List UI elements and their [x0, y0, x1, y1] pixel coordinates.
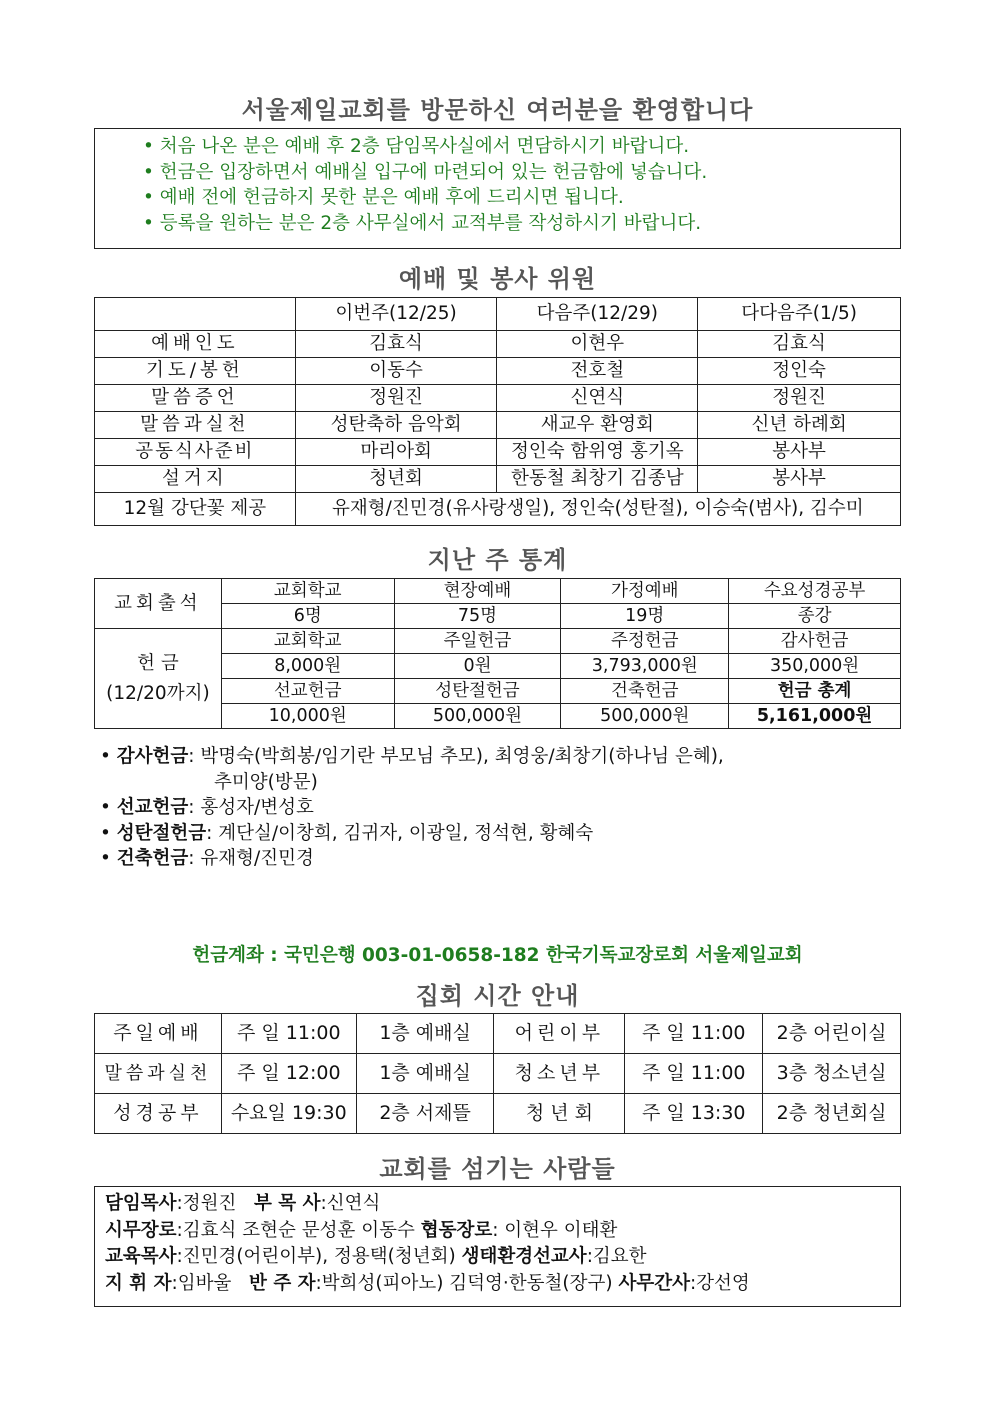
table-cell: 주 일 13:30: [625, 1094, 763, 1134]
list-item: • 감사헌금: 박명숙(박희봉/임기란 부모님 추모), 최영웅/최창기(하나님 은혜),: [100, 746, 724, 767]
table-row: [95, 358, 901, 385]
table-cell: 청년회: [295, 466, 497, 493]
service-table: [94, 297, 901, 526]
table-header: 건축헌금: [561, 679, 729, 704]
table-cell: [95, 298, 296, 331]
table-row: [95, 493, 901, 526]
table-header: 현장예배: [394, 579, 561, 604]
table-cell: 유재형/진민경(유사랑생일), 정인숙(성탄절), 이승숙(범사), 김수미: [295, 493, 900, 526]
role-label: 부 목 사: [254, 1193, 321, 1214]
table-cell: 김효식: [295, 331, 497, 358]
note-text: : 박명숙(박희봉/임기란 부모님 추모), 최영웅/최창기(하나님 은혜),: [188, 746, 724, 767]
table-row: [95, 412, 901, 439]
table-cell: 어린이부: [494, 1014, 625, 1054]
welcome-item: • 처음 나온 분은 예배 후 2층 담임목사실에서 면담하시기 바랍니다.: [143, 134, 900, 160]
table-cell: 이현우: [497, 331, 698, 358]
note-text: : 홍성자/변성호: [188, 797, 314, 818]
table-cell: 마리아회: [295, 439, 497, 466]
table-cell: 주 일 11:00: [625, 1014, 763, 1054]
table-header: 주일헌금: [394, 629, 561, 654]
table-cell: 1층 예배실: [356, 1014, 494, 1054]
welcome-item: • 등록을 원하는 분은 2층 사무실에서 교적부를 작성하시기 바랍니다.: [143, 211, 900, 237]
table-header: 감사헌금: [729, 629, 901, 654]
note-label: 감사헌금: [116, 746, 189, 767]
table-cell: 청 년 회: [494, 1094, 625, 1134]
table-cell: 봉사부: [698, 439, 901, 466]
offering-label-cell: [95, 629, 222, 729]
note-label: 건축헌금: [116, 848, 189, 869]
table-cell: 새교우 환영회: [497, 412, 698, 439]
offering-notes: [100, 744, 724, 872]
table-row: [95, 466, 901, 493]
row-label: 공동식사준비: [95, 439, 296, 466]
role-label: 담임목사: [105, 1193, 177, 1214]
table-cell: 주 일 11:00: [625, 1054, 763, 1094]
table-cell: 한동철 최창기 김종남: [497, 466, 698, 493]
table-cell: 3,793,000원: [561, 654, 729, 679]
table-header: 수요성경공부: [729, 579, 901, 604]
role-value: :강선영: [689, 1272, 750, 1294]
table-cell: 성경공부: [95, 1094, 222, 1134]
table-header: 다음주(12/29): [497, 298, 698, 331]
row-label: 말씀과실천: [95, 412, 296, 439]
table-cell: 정인숙: [698, 358, 901, 385]
table-cell: 주 일 12:00: [221, 1054, 356, 1094]
offering-total: 5,161,000원: [729, 704, 901, 729]
people-line: [105, 1271, 900, 1298]
note-text: : 유재형/진민경: [188, 848, 314, 869]
role-label: 사무간사: [618, 1272, 690, 1294]
table-cell: 김효식: [698, 331, 901, 358]
welcome-item: • 예배 전에 헌금하지 못한 분은 예배 후에 드리시면 됩니다.: [143, 185, 900, 211]
role-value: :김효식 조현순 문성훈 이동수: [176, 1219, 415, 1241]
role-value: :임바울: [171, 1272, 232, 1294]
service-title: 예배 및 봉사 위원: [398, 265, 597, 293]
table-row: [95, 439, 901, 466]
table-cell: 청소년부: [494, 1054, 625, 1094]
role-value: :김요한: [586, 1246, 647, 1267]
table-cell: 0원: [394, 654, 561, 679]
table-header: 주정헌금: [561, 629, 729, 654]
schedule-table: [94, 1013, 901, 1134]
table-header: 교회학교: [221, 629, 394, 654]
bank-account: 헌금계좌 : 국민은행 003-01-0658-182 한국기독교장로회 서울제일교회: [192, 945, 803, 966]
table-row: [95, 1094, 901, 1134]
table-cell: 주일예배: [95, 1014, 222, 1054]
table-cell: 1층 예배실: [356, 1054, 494, 1094]
stats-title: 지난 주 통계: [427, 546, 568, 574]
welcome-title: 서울제일교회를 방문하신 여러분을 환영합니다: [241, 96, 754, 124]
table-cell: 정인숙 함위영 홍기옥: [497, 439, 698, 466]
role-label: 지 휘 자: [105, 1272, 172, 1294]
table-cell: 정원진: [698, 385, 901, 412]
people-line: [105, 1191, 900, 1218]
table-cell: 종강: [729, 604, 901, 629]
table-cell: 350,000원: [729, 654, 901, 679]
table-row: [95, 298, 901, 331]
table-cell: 75명: [394, 604, 561, 629]
people-title: 교회를 섬기는 사람들: [379, 1155, 616, 1183]
row-label: 12월 강단꽃 제공: [95, 493, 296, 526]
note-label: 성탄절헌금: [116, 822, 207, 844]
table-cell: 이동수: [295, 358, 497, 385]
stats-table: [94, 578, 901, 729]
table-header: 이번주(12/25): [295, 298, 497, 331]
role-value: :박희성(피아노) 김덕영·한동철(장구): [315, 1272, 613, 1294]
table-cell: 신연식: [497, 385, 698, 412]
list-item: • 성탄절헌금: 계단실/이창희, 김귀자, 이광일, 정석현, 황혜숙: [100, 822, 594, 844]
table-header: 헌금 총계: [729, 679, 901, 704]
table-cell: 2층 청년회실: [763, 1094, 901, 1134]
table-cell: 500,000원: [394, 704, 561, 729]
note-text: 추미양(방문): [214, 771, 318, 793]
table-row: [95, 579, 901, 604]
role-value: : 이현우 이태환: [492, 1219, 618, 1241]
table-cell: 8,000원: [221, 654, 394, 679]
role-value: :진민경(어린이부), 정용택(청년회): [176, 1246, 456, 1267]
table-row: [95, 331, 901, 358]
table-cell: 2층 어린이실: [763, 1014, 901, 1054]
table-cell: 정원진: [295, 385, 497, 412]
role-value: :정원진: [176, 1193, 237, 1214]
list-item: • 선교헌금: 홍성자/변성호: [100, 797, 314, 818]
row-label: 예배인도: [95, 331, 296, 358]
table-cell: 2층 서제뜰: [356, 1094, 494, 1134]
note-text: : 계단실/이창희, 김귀자, 이광일, 정석현, 황혜숙: [206, 822, 594, 844]
table-cell: 6명: [221, 604, 394, 629]
table-header: 가정예배: [561, 579, 729, 604]
table-cell: 19명: [561, 604, 729, 629]
table-header: 성탄절헌금: [394, 679, 561, 704]
list-item: • 건축헌금: 유재형/진민경: [100, 848, 314, 869]
row-label: 기도/봉헌: [95, 358, 296, 385]
schedule-title: 집회 시간 안내: [415, 982, 580, 1010]
role-label: 반 주 자: [249, 1272, 316, 1294]
table-row: [95, 385, 901, 412]
table-cell: 3층 청소년실: [763, 1054, 901, 1094]
row-label: 헌 금: [137, 652, 179, 674]
row-label: 설거지: [95, 466, 296, 493]
welcome-item: • 헌금은 입장하면서 예배실 입구에 마련되어 있는 헌금함에 넣습니다.: [143, 160, 900, 186]
role-label: 교육목사: [105, 1246, 177, 1267]
row-label: 교회출석: [95, 579, 222, 629]
table-cell: 신년 하례회: [698, 412, 901, 439]
table-header: 선교헌금: [221, 679, 394, 704]
table-cell: 말씀과실천: [95, 1054, 222, 1094]
people-line: [105, 1244, 900, 1271]
role-label: 협동장로: [420, 1219, 493, 1241]
table-cell: 전호철: [497, 358, 698, 385]
role-label: 시무장로: [105, 1219, 177, 1241]
people-line: [105, 1218, 900, 1245]
row-label: 말씀증언: [95, 385, 296, 412]
role-label: 생태환경선교사: [461, 1246, 587, 1267]
note-label: 선교헌금: [116, 797, 189, 818]
role-value: :신연식: [320, 1193, 381, 1214]
table-header: 교회학교: [221, 579, 394, 604]
table-row: [95, 629, 901, 654]
row-sublabel: (12/20까지): [106, 682, 210, 704]
table-cell: 수요일 19:30: [221, 1094, 356, 1134]
table-cell: 봉사부: [698, 466, 901, 493]
table-cell: 500,000원: [561, 704, 729, 729]
table-header: 다다음주(1/5): [698, 298, 901, 331]
table-cell: 주 일 11:00: [221, 1014, 356, 1054]
people-box: [94, 1186, 901, 1307]
table-row: [95, 1054, 901, 1094]
table-row: [95, 1014, 901, 1054]
welcome-box: [94, 128, 901, 249]
table-cell: 성탄축하 음악회: [295, 412, 497, 439]
table-cell: 10,000원: [221, 704, 394, 729]
